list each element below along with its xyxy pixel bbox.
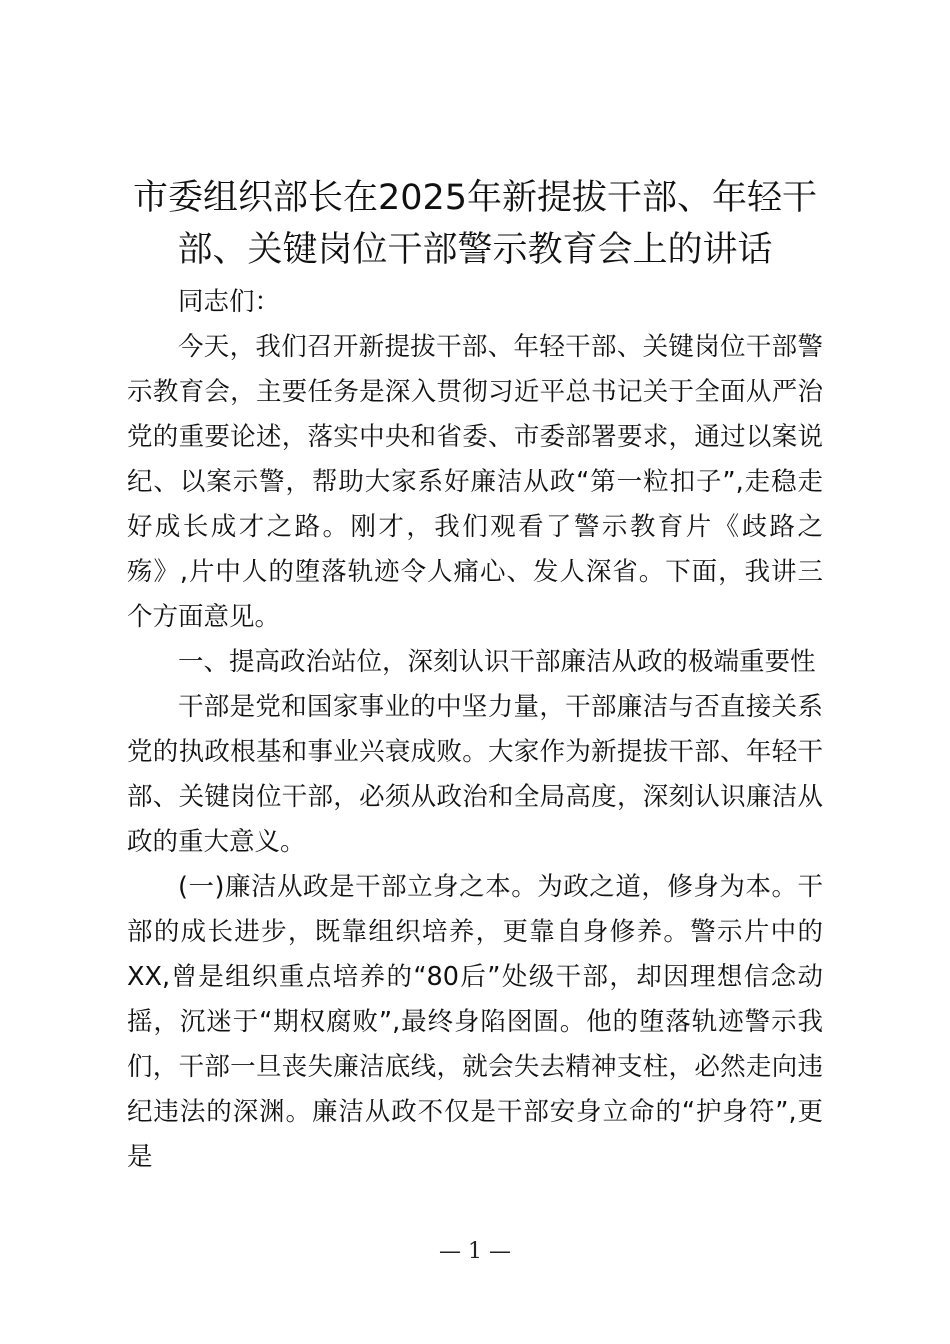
section-paragraph: 干部是党和国家事业的中坚力量，干部廉洁与否直接关系党的执政根基和事业兴衰成败。大家作为新提拔干部、年轻干部、关键岗位干部，必须从政治和全局高度，深刻认识廉洁从政的重大意义。 [127, 692, 823, 857]
page-number: — 1 — [439, 1239, 511, 1264]
section-heading: 一、提高政治站位，深刻认识干部廉洁从政的极端重要性 [178, 647, 816, 677]
salutation: 同志们： [178, 287, 281, 317]
document-body [127, 280, 823, 1180]
document-title: 市委组织部长在2025年新提拔干部、年轻干部、关键岗位干部警示教育会上的讲话 [132, 178, 818, 270]
subsection-paragraph: (一)廉洁从政是干部立身之本。为政之道，修身为本。干部的成长进步，既靠组织培养，更靠自身修养。警示片中的XX,曾是组织重点培养的“80后”处级干部，却因理想信念动摇，沉迷于“期权腐败”,最终身陷囹圄。他的堕落轨迹警示我们，干部一旦丧失廉洁底线，就会失去精神支柱，必然走向违纪违法的深渊。廉洁从政不仅是干部安身立命的“护身符”,更是 [127, 872, 823, 1172]
intro-paragraph: 今天，我们召开新提拔干部、年轻干部、关键岗位干部警示教育会，主要任务是深入贯彻习近平总书记关于全面从严治党的重要论述，落实中央和省委、市委部署要求，通过以案说纪、以案示警，帮助大家系好廉洁从政“第一粒扣子”,走稳走好成长成才之路。刚才，我们观看了警示教育片《歧路之殇》,片中人的堕落轨迹令人痛心、发人深省。下面，我讲三个方面意见。 [127, 332, 823, 632]
